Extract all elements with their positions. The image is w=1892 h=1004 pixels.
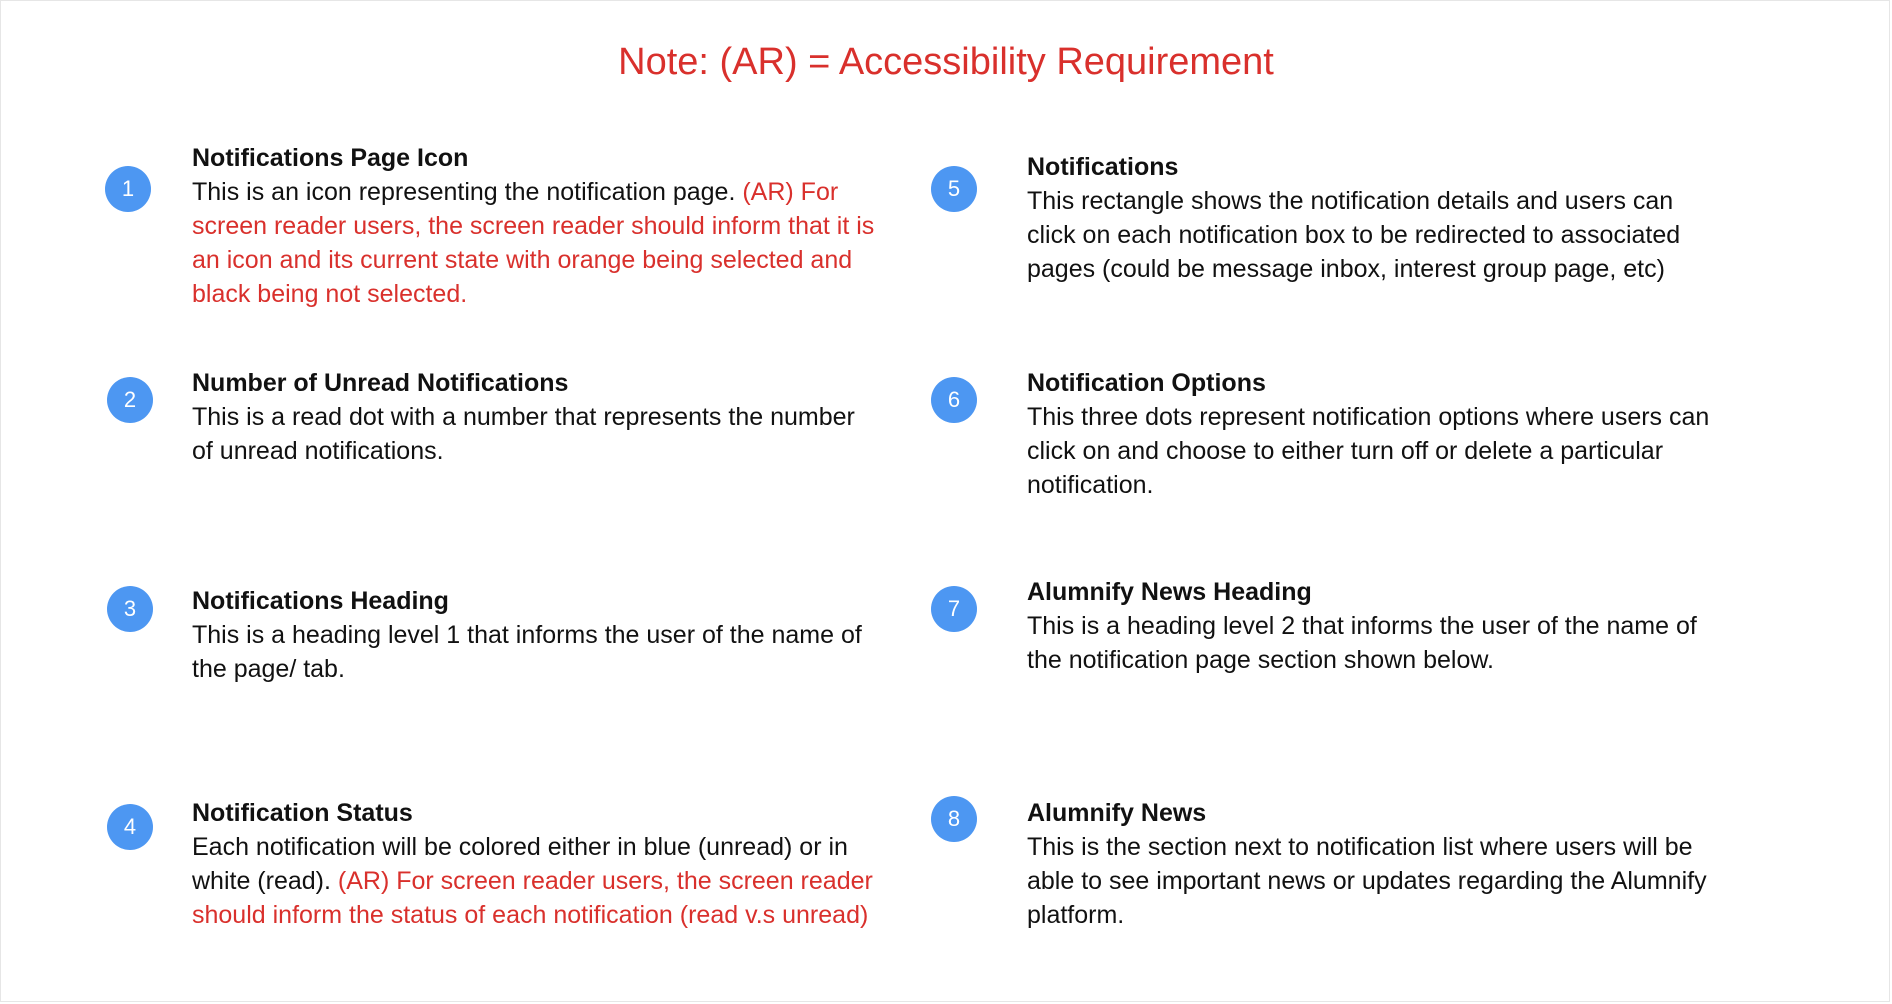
annotation-description: This is a heading level 1 that informs the user of the name of the page/ tab. bbox=[192, 621, 862, 683]
accessibility-requirement: (AR) For screen reader users, the screen reader should inform that it is an icon and its current state with orange being selected and black being not selected. bbox=[192, 178, 875, 308]
annotation-title: Alumnify News bbox=[1027, 799, 1207, 827]
note-heading: Note: (AR) = Accessibility Requirement bbox=[618, 41, 1274, 83]
number-badge: 2 bbox=[107, 377, 153, 423]
annotation-content bbox=[1027, 796, 1717, 932]
annotation-content bbox=[1027, 366, 1717, 502]
annotation-title: Alumnify News Heading bbox=[1027, 578, 1312, 606]
number-badge: 7 bbox=[931, 586, 977, 632]
annotation-content bbox=[192, 796, 882, 932]
annotation-title: Notifications Heading bbox=[192, 587, 449, 615]
annotation-title: Notification Status bbox=[192, 799, 413, 827]
annotation-description: Each notification will be colored either in blue (unread) or in white (read). bbox=[192, 833, 848, 895]
number-badge: 4 bbox=[107, 804, 153, 850]
annotation-content bbox=[192, 584, 882, 686]
annotation-description: This is an icon representing the notification page. bbox=[192, 178, 743, 206]
number-badge: 8 bbox=[931, 796, 977, 842]
accessibility-requirement: (AR) For screen reader users, the screen reader should inform the status of each notification (read v.s unread) bbox=[192, 867, 873, 929]
annotation-title: Notification Options bbox=[1027, 369, 1266, 397]
annotation-title: Number of Unread Notifications bbox=[192, 369, 569, 397]
annotation-content bbox=[1027, 575, 1717, 677]
number-badge: 6 bbox=[931, 377, 977, 423]
annotation-title: Notifications bbox=[1027, 153, 1179, 181]
annotation-title: Notifications Page Icon bbox=[192, 144, 469, 172]
annotation-description: This rectangle shows the notification details and users can click on each notification box to be redirected to associated pages (could be message inbox, interest group page, etc) bbox=[1027, 187, 1681, 283]
annotation-description: This three dots represent notification options where users can click on and choose to either turn off or delete a particular notification. bbox=[1027, 403, 1710, 499]
number-badge: 1 bbox=[105, 166, 151, 212]
annotation-content bbox=[1027, 150, 1717, 286]
annotation-description: This is the section next to notification list where users will be able to see important news or updates regarding the Alumnify platform. bbox=[1027, 833, 1707, 929]
annotation-description: This is a heading level 2 that informs the user of the name of the notification page section shown below. bbox=[1027, 612, 1697, 674]
number-badge: 5 bbox=[931, 166, 977, 212]
annotation-content bbox=[192, 366, 882, 468]
annotation-description: This is a read dot with a number that represents the number of unread notifications. bbox=[192, 403, 855, 465]
annotation-content bbox=[192, 141, 882, 311]
number-badge: 3 bbox=[107, 586, 153, 632]
